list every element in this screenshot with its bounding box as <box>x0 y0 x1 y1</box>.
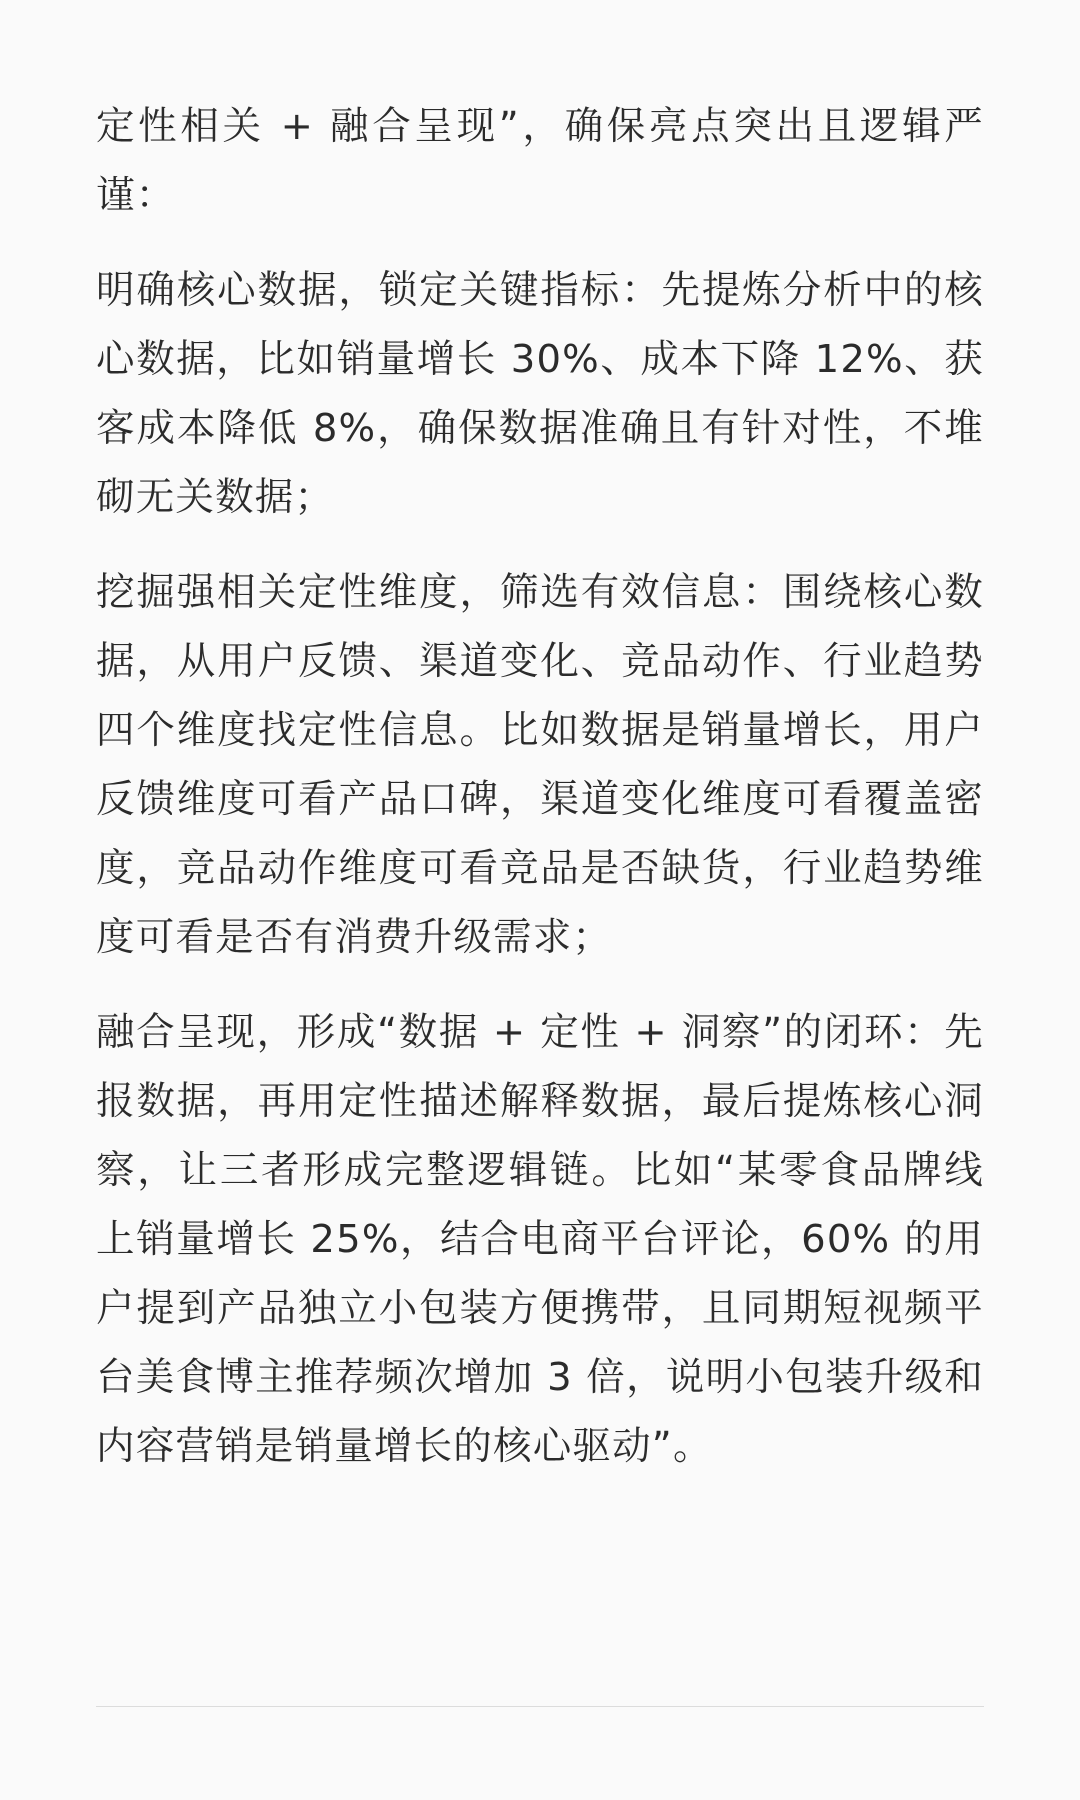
paragraph-intro: 定性相关 + 融合呈现”，确保亮点突出且逻辑严谨： <box>96 104 984 218</box>
paragraph-qualitative-dimensions: 挖掘强相关定性维度，筛选有效信息：围绕核心数据，从用户反馈、渠道变化、竞品动作、行业趋势四个维度找定性信息。比如数据是销量增长，用户反馈维度可看产品口碑，渠道变化维度可看覆盖密度，竞品动作维度可看竞品是否缺货，行业趋势维度可看是否有消费升级需求； <box>96 570 984 960</box>
divider <box>96 1706 984 1707</box>
article-body <box>96 92 984 1481</box>
paragraph-core-data: 明确核心数据，锁定关键指标：先提炼分析中的核心数据，比如销量增长 30%、成本下降 12%、获客成本降低 8%，确保数据准确且有针对性，不堆砌无关数据； <box>96 268 984 520</box>
paragraph-fusion-presentation: 融合呈现，形成“数据 + 定性 + 洞察”的闭环：先报数据，再用定性描述解释数据，最后提炼核心洞察，让三者形成完整逻辑链。比如“某零食品牌线上销量增长 25%，结合电商平台评论，60% 的用户提到产品独立小包装方便携带，且同期短视频平台美食博主推荐频次增加 3 倍，说明小包装升级和内容营销是销量增长的核心驱动”。 <box>96 1010 984 1469</box>
